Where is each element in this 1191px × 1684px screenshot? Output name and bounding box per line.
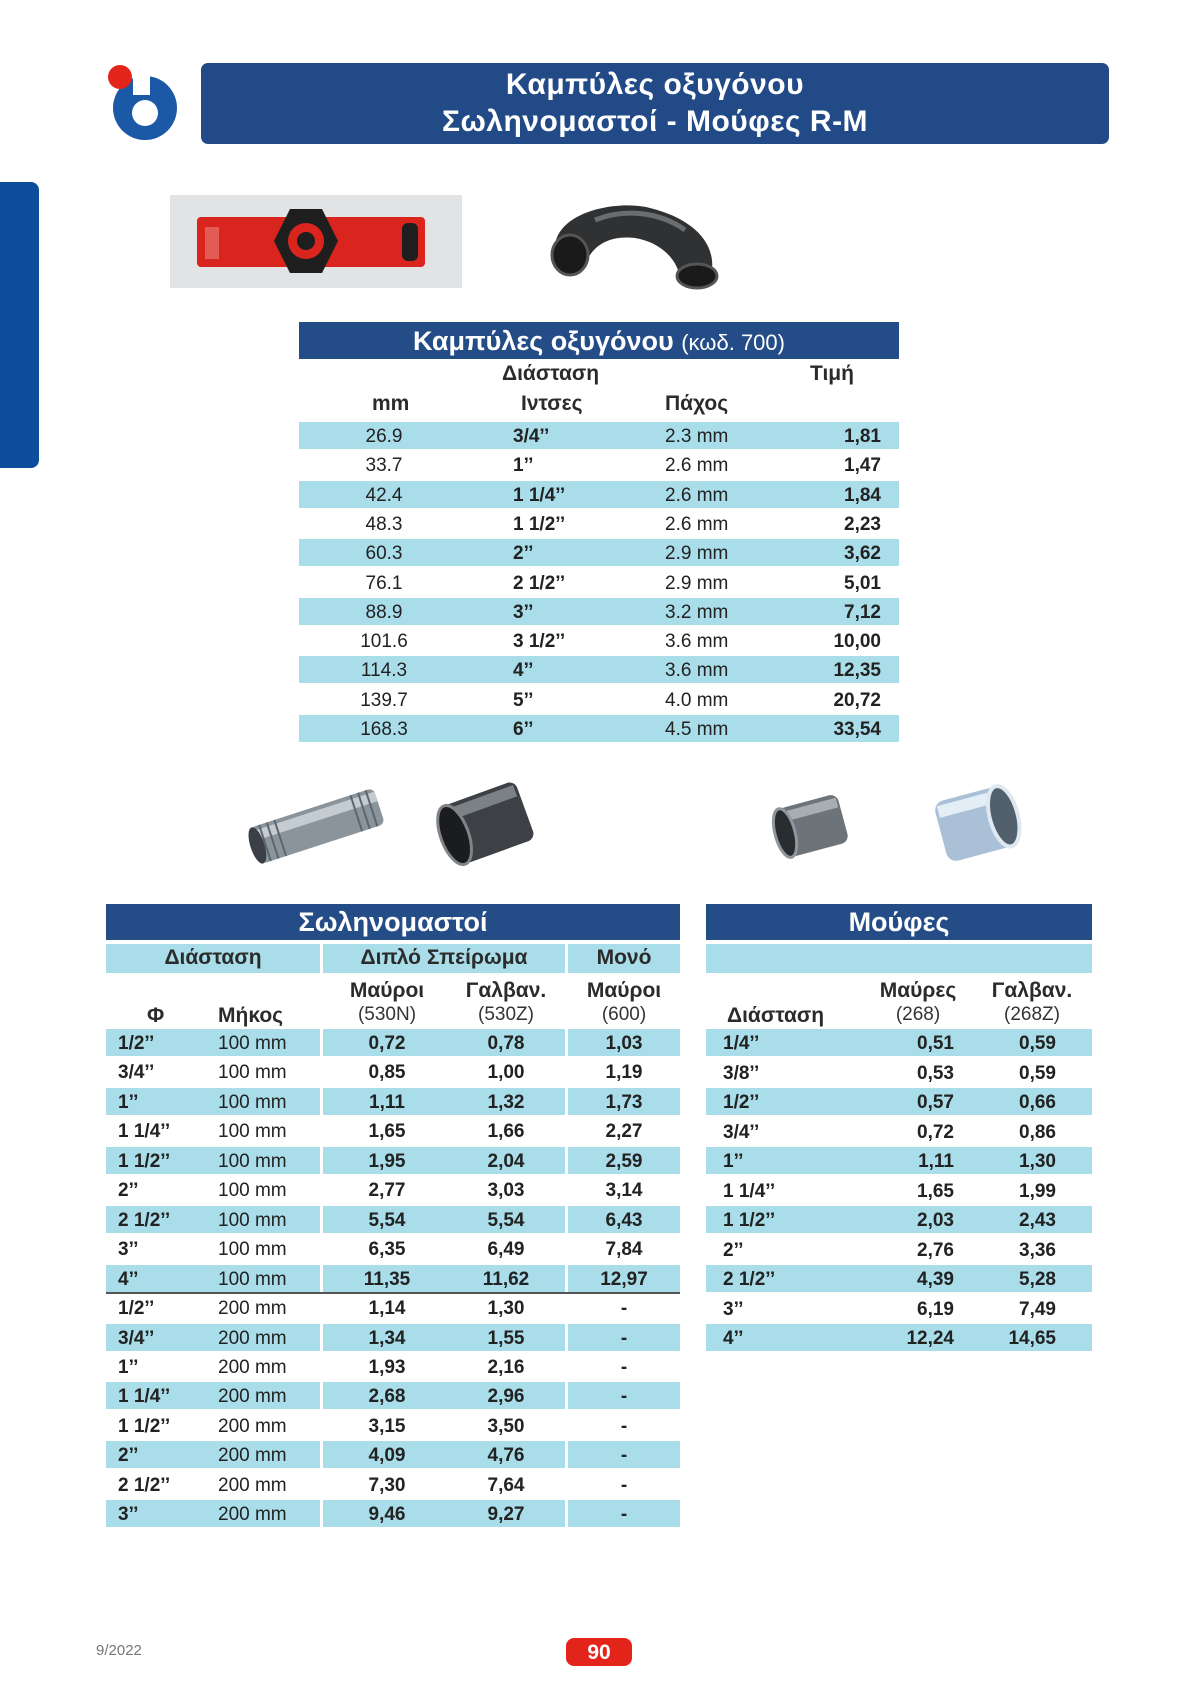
elbow-mm: 88.9: [365, 601, 403, 623]
elbow-fitting-image: [540, 190, 730, 300]
elbow-thickness: 4.5 mm: [665, 719, 729, 740]
nipple-galv-price: 5,54: [487, 1209, 525, 1231]
nipple-diameter: 3/4’’: [118, 1327, 155, 1349]
socket-header-diastasi: Διάσταση: [727, 1004, 825, 1027]
socket-diameter: 3/4’’: [723, 1121, 760, 1143]
nipple-length: 200 mm: [218, 1504, 287, 1526]
elbow-price: 10,00: [833, 631, 881, 653]
nipple-length: 100 mm: [218, 1121, 287, 1143]
nipple-mono-price: -: [620, 1386, 628, 1408]
nipple-header-galv: Γαλβαν.: [465, 979, 547, 1002]
table-row: [106, 1176, 680, 1203]
nipple-code-black: (530N): [357, 1004, 417, 1025]
elbow-mm: 33.7: [365, 455, 403, 477]
column-divider: [320, 1147, 323, 1174]
column-divider: [320, 1265, 323, 1292]
page-number: 90: [566, 1638, 632, 1666]
nipple-black-price: 0,72: [368, 1033, 406, 1054]
socket-diameter: 2 1/2’’: [723, 1269, 776, 1290]
socket-table-title: Μούφες: [706, 904, 1092, 940]
column-divider: [320, 1500, 323, 1527]
socket-black-price: 2,76: [917, 1239, 954, 1261]
elbow-header-paxos: Πάχος: [665, 392, 729, 415]
table-row: [299, 627, 899, 654]
socket-black-price: 0,72: [917, 1121, 954, 1143]
nipple-diameter: 1 1/4’’: [118, 1386, 171, 1408]
nipple-group-diastasi: Διάσταση: [164, 946, 262, 969]
nipple-mono-price: 1,19: [605, 1062, 643, 1084]
nipple-galv-price: 2,96: [487, 1386, 525, 1408]
table-row: [106, 1206, 680, 1233]
nipple-header-phi: Φ: [147, 1004, 165, 1027]
nipple-mono-price: 1,03: [605, 1033, 643, 1054]
elbow-price: 1,84: [844, 484, 881, 506]
page-header: [201, 63, 1109, 144]
nipple-diameter: 3/4’’: [118, 1062, 155, 1084]
header-title-line1: Καμπύλες οξυγόνου: [505, 68, 805, 101]
nipple-galv-price: 1,30: [487, 1298, 525, 1320]
nipple-mono-price: 3,14: [605, 1180, 643, 1202]
table-row: [106, 1382, 680, 1409]
elbow-thickness: 2.9 mm: [665, 543, 729, 565]
nipple-diameter: 1/2’’: [118, 1033, 155, 1054]
table-row: [706, 1236, 1092, 1263]
elbow-thickness: 2.3 mm: [665, 426, 729, 447]
nipple-galv-price: 9,27: [487, 1504, 525, 1526]
nipple-black-price: 7,30: [368, 1474, 406, 1496]
nipple-diameter: 4’’: [118, 1268, 139, 1290]
nipple-mono-price: 1,73: [605, 1091, 643, 1113]
nipple-mono-price: -: [620, 1474, 628, 1496]
elbow-price: 12,35: [833, 660, 881, 682]
nipple-length: 100 mm: [218, 1268, 287, 1290]
elbow-inch: 1 1/2’’: [513, 513, 566, 535]
column-divider: [320, 1441, 323, 1468]
table-row: [106, 1471, 680, 1498]
socket-galv-price: 2,43: [1019, 1210, 1056, 1231]
elbow-thickness: 4.0 mm: [665, 689, 729, 711]
nipple-price-table: [106, 904, 680, 1534]
elbow-mm: 114.3: [360, 660, 408, 682]
table-row: [706, 1147, 1092, 1174]
header-title-line2: Σωληνομαστοί - Μούφες R-M: [441, 105, 869, 138]
elbow-inch: 3’’: [513, 601, 534, 623]
table-row: [706, 1088, 1092, 1115]
elbow-price: 7,12: [844, 601, 881, 623]
nipple-mono-price: 6,43: [605, 1209, 643, 1231]
nipple-black-price: 6,35: [368, 1239, 406, 1261]
column-divider: [320, 1058, 323, 1085]
elbow-inch: 1 1/4’’: [513, 484, 566, 506]
elbow-inch: 3 1/2’’: [513, 631, 566, 653]
nipple-length: 100 mm: [218, 1239, 287, 1261]
elbow-code: (κωδ. 700): [681, 330, 785, 355]
nipple-black-price: 3,15: [368, 1415, 406, 1437]
nipple-diameter: 2’’: [118, 1445, 139, 1467]
column-divider: [320, 1353, 323, 1380]
socket-galv-price: 7,49: [1019, 1298, 1056, 1320]
socket-diameter: 4’’: [723, 1328, 744, 1349]
socket-diameter: 1 1/2’’: [723, 1210, 776, 1231]
company-logo: [103, 63, 183, 143]
column-divider: [320, 1412, 323, 1439]
nipple-header-black: Μαύροι: [349, 979, 425, 1002]
elbow-thickness: 3.2 mm: [665, 601, 729, 623]
nipple-length: 200 mm: [218, 1356, 287, 1378]
elbow-inch: 2 1/2’’: [513, 572, 566, 594]
table-row: [106, 1058, 680, 1085]
nipple-diameter: 2 1/2’’: [118, 1209, 171, 1231]
table-row: [106, 1441, 680, 1468]
socket-header-black: Μαύρες: [879, 979, 957, 1002]
nipple-mono-price: -: [620, 1415, 628, 1437]
nipple-length: 200 mm: [218, 1415, 287, 1437]
table-row: [706, 1177, 1092, 1204]
elbow-mm: 168.3: [360, 719, 408, 740]
table-row: [706, 1206, 1092, 1233]
nipple-galv-price: 3,50: [487, 1415, 525, 1437]
elbow-mm: 60.3: [365, 543, 403, 565]
nipple-mono-price: 2,59: [605, 1150, 643, 1172]
table-row: [106, 1500, 680, 1527]
nipple-galv-price: 3,03: [487, 1180, 525, 1202]
elbow-price: 1,81: [844, 426, 881, 447]
nipple-black-price: 11,35: [363, 1268, 411, 1290]
table-row: [706, 1295, 1092, 1322]
nipple-black-price: 1,93: [368, 1356, 406, 1378]
elbow-price: 20,72: [833, 689, 881, 711]
nipple-galv-price: 1,00: [487, 1062, 525, 1084]
nipple-galv-price: 1,66: [487, 1121, 525, 1143]
nipple-diameter: 3’’: [118, 1239, 139, 1261]
nipple-black-price: 1,95: [368, 1150, 406, 1172]
socket-diameter: 2’’: [723, 1239, 744, 1261]
elbow-price: 33,54: [833, 719, 881, 740]
nipple-diameter: 1’’: [118, 1356, 139, 1378]
elbow-table-title: [299, 322, 899, 359]
socket-black-price: 0,57: [917, 1092, 954, 1113]
socket-black-price: 2,03: [917, 1210, 954, 1231]
nipple-length: 200 mm: [218, 1327, 287, 1349]
table-row: [106, 1324, 680, 1351]
nipple-black-price: 4,09: [368, 1445, 406, 1467]
table-row: [299, 715, 899, 742]
table-row: [106, 1147, 680, 1174]
nipple-black-price: 5,54: [368, 1209, 406, 1231]
nipple-header-length: Μήκος: [218, 1004, 284, 1027]
socket-black-price: 1,65: [917, 1180, 954, 1202]
socket-galv-price: 0,86: [1019, 1121, 1056, 1143]
socket-diameter: 3/8’’: [723, 1062, 760, 1084]
column-divider: [320, 1324, 323, 1351]
table-row: [299, 451, 899, 478]
column-divider: [320, 1235, 323, 1262]
table-row: [106, 1265, 680, 1292]
elbow-mm: 26.9: [365, 426, 403, 447]
socket-group-header: [706, 944, 1092, 973]
elbow-mm: 76.1: [365, 572, 403, 594]
socket-black-price: 1,11: [918, 1151, 954, 1172]
nipple-galv-price: 11,62: [482, 1268, 530, 1290]
elbow-inch: 3/4’’: [513, 426, 550, 447]
elbow-thickness: 2.9 mm: [665, 572, 729, 594]
nipple-mono-price: 12,97: [600, 1268, 648, 1290]
nipple-length: 200 mm: [218, 1445, 287, 1467]
nipple-black-price: 2,68: [368, 1386, 406, 1408]
elbow-header-diastasi: Διάσταση: [502, 362, 600, 385]
socket-galv-price: 1,30: [1019, 1151, 1056, 1172]
socket-galv-price: 5,28: [1019, 1269, 1056, 1290]
nipple-galv-price: 1,55: [487, 1327, 525, 1349]
nipple-diameter: 2’’: [118, 1180, 139, 1202]
nipple-galv-price: 4,76: [487, 1445, 525, 1467]
socket-diameter: 1 1/4’’: [723, 1180, 776, 1202]
nipple-diameter: 1 1/4’’: [118, 1121, 171, 1143]
table-row: [106, 1117, 680, 1144]
column-divider: [320, 1471, 323, 1498]
table-row: [106, 1353, 680, 1380]
nipple-galvanized-image: [240, 775, 395, 875]
table-row: [299, 598, 899, 625]
nipple-mono-price: -: [620, 1504, 628, 1526]
socket-galv-price: 14,65: [1008, 1328, 1056, 1349]
nipple-length: 200 mm: [218, 1298, 287, 1320]
nipple-black-price: 9,46: [368, 1504, 406, 1526]
column-divider: [320, 1382, 323, 1409]
nipple-galv-price: 2,16: [487, 1356, 525, 1378]
elbow-inch: 1’’: [513, 455, 534, 477]
socket-galv-price: 0,59: [1019, 1062, 1056, 1084]
table-row: [299, 510, 899, 537]
socket-diameter: 3’’: [723, 1298, 744, 1320]
nipple-group-header: [106, 944, 680, 973]
socket-galv-price: 3,36: [1019, 1239, 1056, 1261]
column-divider: [320, 1206, 323, 1233]
elbow-mm: 42.4: [365, 484, 403, 506]
socket-black-price: 12,24: [906, 1328, 954, 1349]
table-row: [106, 1235, 680, 1262]
column-divider: [320, 1029, 323, 1056]
elbow-thickness: 2.6 mm: [665, 484, 729, 506]
nipple-galv-price: 7,64: [487, 1474, 525, 1496]
table-row: [706, 1118, 1092, 1145]
nipple-mono-price: -: [620, 1445, 628, 1467]
elbow-price: 5,01: [844, 572, 881, 594]
elbow-header-intses: Ιντσες: [521, 392, 583, 415]
nipple-length: 100 mm: [218, 1033, 287, 1054]
nipple-length: 100 mm: [218, 1091, 287, 1113]
nipple-black-price: 1,34: [368, 1327, 406, 1349]
column-divider: [320, 1117, 323, 1144]
nipple-galv-price: 1,32: [487, 1091, 525, 1113]
table-row: [299, 539, 899, 566]
table-row: [706, 1029, 1092, 1056]
table-row: [106, 1088, 680, 1115]
nipple-table-title: Σωληνομαστοί: [106, 904, 680, 940]
elbow-header-timi: Τιμή: [810, 362, 854, 385]
socket-price-table: [706, 904, 1092, 1364]
socket-black-price: 0,53: [917, 1062, 954, 1084]
socket-diameter: 1/4’’: [723, 1033, 760, 1054]
nipple-black-image: [425, 775, 545, 875]
table-row: [299, 686, 899, 713]
nipple-length: 100 mm: [218, 1209, 287, 1231]
nipple-mono-price: -: [620, 1356, 628, 1378]
socket-code-galv: (268Z): [1004, 1004, 1060, 1025]
socket-diameter: 1/2’’: [723, 1092, 760, 1113]
nipple-length: 100 mm: [218, 1062, 287, 1084]
elbow-mm: 48.3: [365, 513, 403, 535]
nipple-length: 100 mm: [218, 1180, 287, 1202]
nipple-mono-price: 2,27: [605, 1121, 643, 1143]
nipple-group-diplo: Διπλό Σπείρωμα: [360, 946, 528, 969]
table-row: [299, 569, 899, 596]
column-divider: [320, 1088, 323, 1115]
nipple-length: 200 mm: [218, 1386, 287, 1408]
nipple-mono-price: 7,84: [605, 1239, 643, 1261]
column-divider: [320, 1294, 323, 1321]
socket-code-black: (268): [895, 1004, 941, 1025]
elbow-inch: 6’’: [513, 719, 534, 740]
nipple-diameter: 1 1/2’’: [118, 1415, 171, 1437]
nipple-diameter: 3’’: [118, 1504, 139, 1526]
nipple-code-mono: (600): [601, 1004, 647, 1025]
elbow-thickness: 3.6 mm: [665, 631, 729, 653]
nipple-diameter: 1 1/2’’: [118, 1150, 171, 1172]
elbow-price: 2,23: [844, 513, 881, 535]
nipple-black-price: 2,77: [368, 1180, 406, 1202]
elbow-thickness: 3.6 mm: [665, 660, 729, 682]
elbow-thickness: 2.6 mm: [665, 513, 729, 535]
nipple-diameter: 1/2’’: [118, 1298, 155, 1320]
socket-galv-price: 0,66: [1019, 1092, 1056, 1113]
table-row: [706, 1324, 1092, 1351]
socket-black-price: 0,51: [917, 1033, 954, 1054]
nipple-group-mono: Μονό: [596, 946, 652, 969]
rm-logo-graphic: [170, 195, 462, 288]
table-row: [299, 422, 899, 449]
nipple-length: 100 mm: [218, 1150, 287, 1172]
nipple-galv-price: 6,49: [487, 1239, 525, 1261]
socket-galvanized-image: [925, 775, 1025, 875]
nipple-diameter: 1’’: [118, 1091, 139, 1113]
elbow-mm: 139.7: [360, 689, 408, 711]
socket-galv-price: 0,59: [1019, 1033, 1056, 1054]
elbow-price: 3,62: [844, 543, 881, 565]
nipple-black-price: 1,14: [368, 1298, 406, 1320]
table-row: [706, 1059, 1092, 1086]
nipple-black-price: 1,11: [369, 1091, 405, 1113]
socket-black-price: 6,19: [917, 1298, 954, 1320]
nipple-galv-price: 2,04: [487, 1150, 525, 1172]
column-divider: [320, 1176, 323, 1203]
nipple-header-mono-black: Μαύροι: [586, 979, 662, 1002]
nipple-code-galv: (530Z): [478, 1004, 534, 1025]
nipple-length: 200 mm: [218, 1474, 287, 1496]
elbow-inch: 5’’: [513, 689, 534, 711]
socket-diameter: 1’’: [723, 1151, 744, 1172]
elbow-inch: 2’’: [513, 543, 534, 565]
nipple-diameter: 2 1/2’’: [118, 1474, 171, 1496]
table-row: [106, 1029, 680, 1056]
elbow-header-mm: mm: [372, 392, 410, 415]
socket-black-price: 4,39: [917, 1269, 954, 1290]
elbow-mm: 101.6: [360, 631, 408, 653]
table-row: [299, 481, 899, 508]
rm-brand-logo: [170, 195, 462, 288]
elbow-price-table: [299, 322, 899, 742]
table-row: [106, 1412, 680, 1439]
nipple-galv-price: 0,78: [487, 1033, 525, 1054]
elbow-price: 1,47: [844, 455, 881, 477]
nipple-black-price: 0,85: [368, 1062, 406, 1084]
nipple-mono-price: -: [620, 1327, 628, 1349]
side-tab: [0, 182, 39, 468]
nipple-mono-price: -: [620, 1298, 628, 1320]
nipple-black-price: 1,65: [368, 1121, 406, 1143]
table-row: [299, 656, 899, 683]
table-row: [706, 1265, 1092, 1292]
elbow-inch: 4’’: [513, 660, 534, 682]
socket-galv-price: 1,99: [1019, 1180, 1056, 1202]
elbow-title-text: Καμπύλες οξυγόνου: [413, 326, 674, 356]
elbow-thickness: 2.6 mm: [665, 455, 729, 477]
socket-header-galv: Γαλβαν.: [991, 979, 1073, 1002]
socket-black-image: [770, 780, 860, 870]
footer-date: 9/2022: [96, 1642, 142, 1659]
table-row: [106, 1294, 680, 1321]
